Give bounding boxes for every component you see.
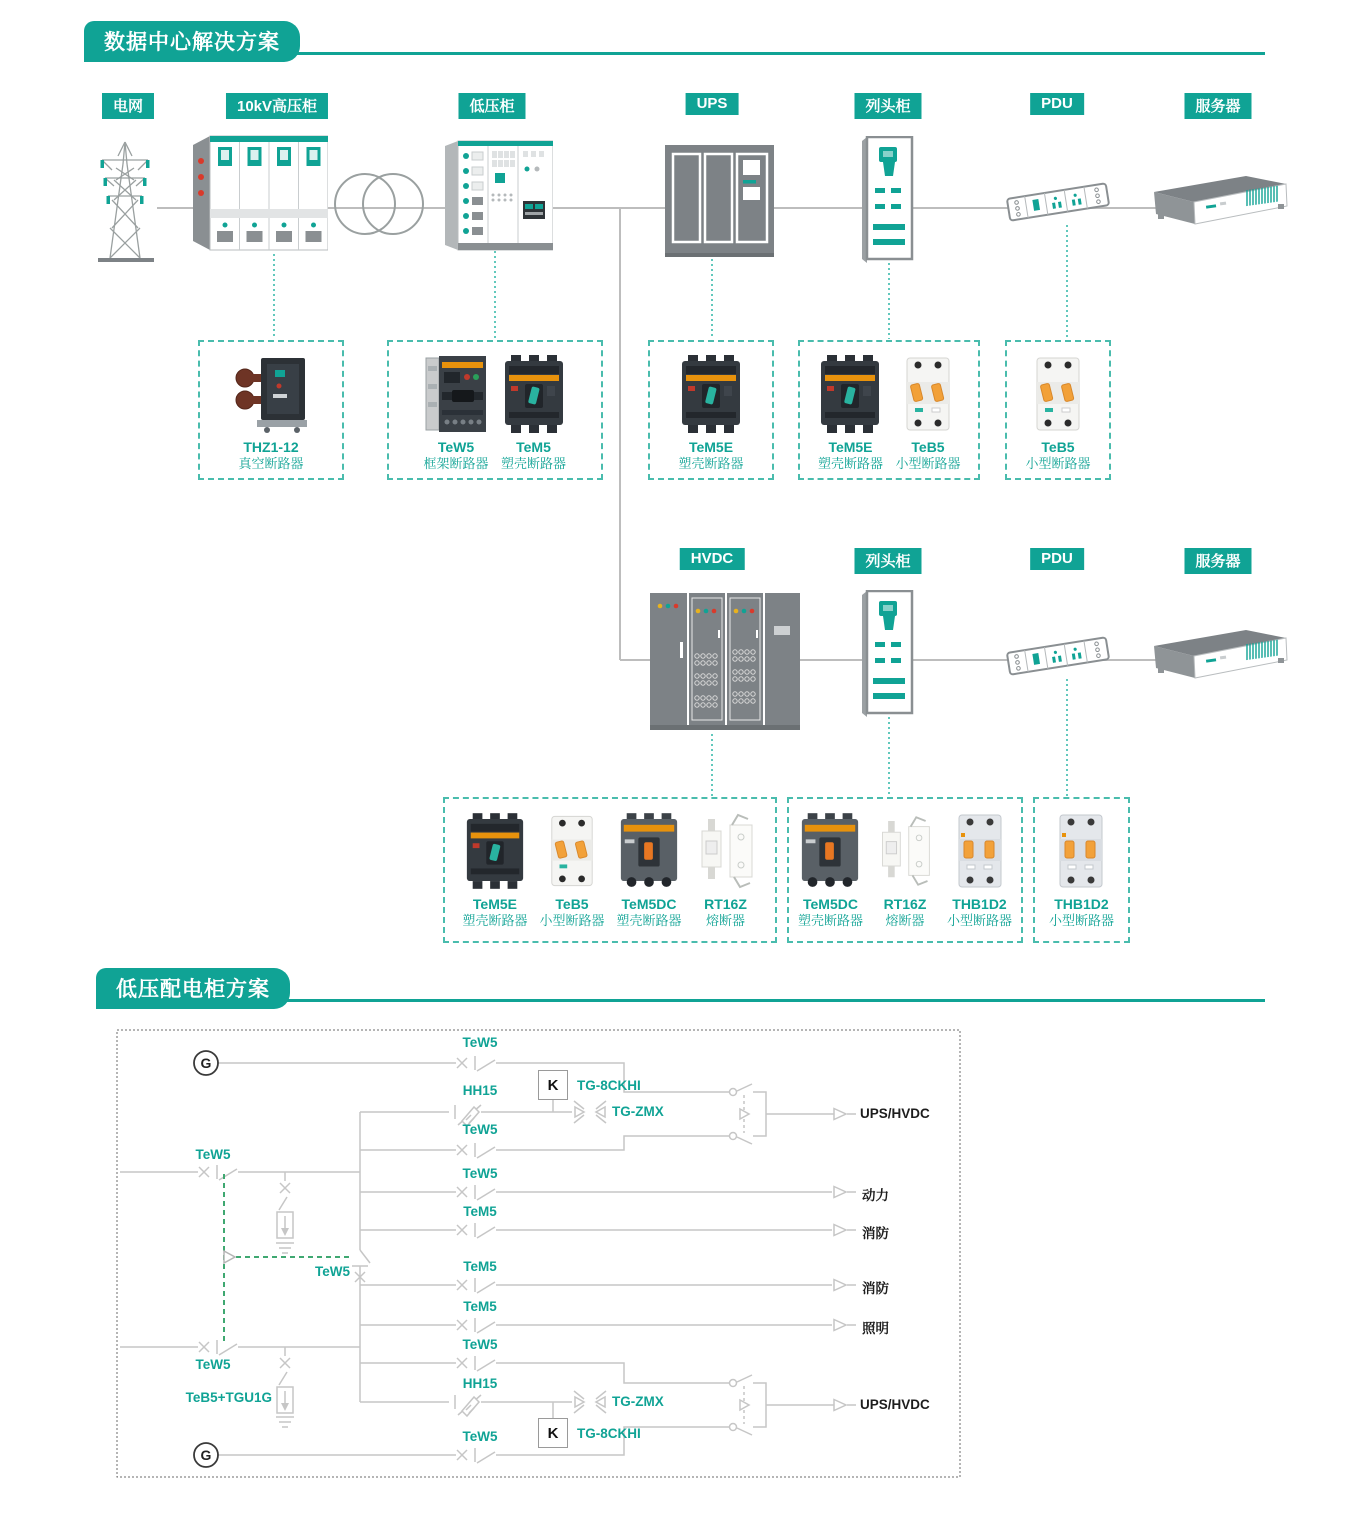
label-fuse-bottom: HH15 bbox=[462, 1376, 498, 1391]
flow-label-ups: UPS bbox=[686, 93, 739, 115]
product-image-mccb bbox=[463, 811, 527, 891]
hvdc-cabinet-illustration bbox=[646, 590, 806, 735]
product-teb5 bbox=[539, 811, 604, 929]
product-desc: 塑壳断路器 bbox=[797, 912, 863, 928]
product-image-mcb bbox=[954, 811, 1006, 891]
flow-label-hvdc: HVDC bbox=[680, 548, 745, 570]
label-tie-breaker: TeW5 bbox=[314, 1264, 350, 1279]
label-power-breaker: TeW5 bbox=[462, 1166, 498, 1181]
label-spd-top: TG-ZMX bbox=[612, 1104, 664, 1119]
product-image-mccb bbox=[817, 354, 883, 434]
product-desc: 塑壳断路器 bbox=[462, 912, 528, 928]
callout-10kv bbox=[198, 340, 344, 480]
hv-cabinet-illustration bbox=[193, 133, 328, 255]
product-image-mccb bbox=[678, 354, 744, 434]
row-cabinet-1-illustration bbox=[862, 136, 916, 264]
server-2-illustration bbox=[1150, 626, 1290, 682]
product-image-mccb bbox=[501, 354, 567, 434]
product-desc: 塑壳断路器 bbox=[616, 912, 682, 928]
output-fire2: 消防 bbox=[862, 1281, 889, 1296]
server-1-illustration bbox=[1150, 172, 1290, 228]
product-tem5dc bbox=[617, 811, 682, 929]
callout-hvdc bbox=[443, 797, 777, 943]
product-model: TeM5E bbox=[828, 439, 873, 455]
pdu-1-illustration bbox=[1006, 178, 1110, 226]
flow-label-pdu-2: PDU bbox=[1030, 548, 1084, 570]
product-desc: 熔断器 bbox=[885, 912, 925, 928]
relay-box-bottom: K bbox=[538, 1418, 568, 1448]
product-model: TeM5E bbox=[472, 896, 518, 912]
flow-label-server-2: 服务器 bbox=[1184, 548, 1251, 574]
product-thb1d2 bbox=[947, 811, 1012, 929]
product-desc: 框架断路器 bbox=[423, 455, 489, 471]
label-fuse-top: HH15 bbox=[462, 1083, 498, 1098]
pylon-illustration bbox=[92, 136, 158, 264]
product-model: TeW5 bbox=[437, 439, 475, 455]
product-desc: 塑壳断路器 bbox=[817, 455, 883, 471]
flow-label-row-cabinet-2: 列头柜 bbox=[854, 548, 921, 574]
product-tem5e bbox=[462, 811, 527, 929]
product-desc: 小型断路器 bbox=[895, 455, 961, 471]
callout-pdu-2 bbox=[1033, 797, 1130, 943]
callout-lv bbox=[387, 340, 603, 480]
label-relay-top: TG-8CKHI bbox=[577, 1078, 641, 1093]
product-model: TeM5 bbox=[516, 439, 551, 455]
label-bus-top-breaker: TeW5 bbox=[462, 1122, 498, 1137]
product-thb1d2 bbox=[1049, 811, 1114, 929]
label-lighting-breaker: TeM5 bbox=[463, 1299, 497, 1314]
callout-row-cabinet-1 bbox=[798, 340, 980, 480]
callout-ups bbox=[648, 340, 774, 480]
product-teb5 bbox=[895, 354, 960, 472]
product-model: TeM5DC bbox=[803, 896, 858, 912]
product-image-mcb bbox=[902, 354, 954, 434]
product-image-fuse bbox=[875, 811, 935, 891]
label-bus-bottom-breaker: TeW5 bbox=[462, 1337, 498, 1352]
product-desc: 小型断路器 bbox=[1048, 912, 1114, 928]
generator-letter-top: G bbox=[200, 1055, 212, 1071]
product-desc: 小型断路器 bbox=[1025, 455, 1091, 471]
label-relay-bottom: TG-8CKHI bbox=[577, 1426, 641, 1441]
output-power: 动力 bbox=[862, 1188, 889, 1203]
product-model: TeB5 bbox=[911, 439, 945, 455]
product-desc: 小型断路器 bbox=[539, 912, 605, 928]
product-model: THB1D2 bbox=[952, 896, 1007, 912]
flow-label-server-1: 服务器 bbox=[1184, 93, 1251, 119]
product-desc: 塑壳断路器 bbox=[500, 455, 566, 471]
callout-pdu-1 bbox=[1005, 340, 1111, 480]
product-model: TeB5 bbox=[1041, 439, 1075, 455]
flow-label-pdu-1: PDU bbox=[1030, 93, 1084, 115]
product-image-vacuum-breaker bbox=[233, 354, 309, 434]
product-rt16z bbox=[875, 811, 935, 929]
product-model: RT16Z bbox=[883, 896, 927, 912]
product-thz1-12 bbox=[233, 354, 309, 472]
label-feeder-bottom-breaker: TeW5 bbox=[195, 1357, 231, 1372]
product-model: THB1D2 bbox=[1054, 896, 1109, 912]
product-teb5 bbox=[1025, 354, 1090, 472]
label-fire2-breaker: TeM5 bbox=[463, 1259, 497, 1274]
product-image-mcb bbox=[1032, 354, 1084, 434]
product-desc: 熔断器 bbox=[706, 912, 746, 928]
product-tem5e bbox=[817, 354, 883, 472]
product-image-mccb-dc bbox=[798, 811, 862, 891]
product-image-air-breaker bbox=[424, 354, 488, 434]
transformer-illustration bbox=[332, 171, 426, 237]
section1-title: 数据中心解决方案 bbox=[84, 21, 300, 62]
product-desc: 真空断路器 bbox=[238, 455, 304, 471]
output-fire1: 消防 bbox=[862, 1226, 889, 1241]
row-cabinet-2-illustration bbox=[862, 590, 916, 718]
label-spd-bottom: TG-ZMX bbox=[612, 1394, 664, 1409]
product-model: THZ1-12 bbox=[243, 439, 299, 455]
flow-label-row-cabinet-1: 列头柜 bbox=[854, 93, 921, 119]
product-desc: 小型断路器 bbox=[947, 912, 1013, 928]
ups-illustration bbox=[662, 140, 777, 260]
product-model: RT16Z bbox=[704, 896, 747, 912]
product-desc: 塑壳断路器 bbox=[678, 455, 744, 471]
product-image-fuse bbox=[694, 811, 758, 891]
product-rt16z bbox=[694, 811, 758, 929]
product-tem5dc bbox=[798, 811, 863, 929]
lv-cabinet-illustration bbox=[445, 139, 553, 252]
interlock-dashed-line bbox=[224, 1174, 350, 1345]
label-gen-top-breaker: TeW5 bbox=[462, 1035, 498, 1050]
product-model: TeB5 bbox=[555, 896, 589, 912]
label-arrester-bottom: TeB5+TGU1G bbox=[185, 1390, 272, 1405]
flow-label-10kv-cabinet: 10kV高压柜 bbox=[226, 93, 328, 119]
product-model: TeM5DC bbox=[621, 896, 677, 912]
product-image-mcb bbox=[1055, 811, 1107, 891]
generator-letter-bottom: G bbox=[200, 1447, 212, 1463]
product-tem5e bbox=[678, 354, 744, 472]
product-tem5 bbox=[501, 354, 567, 472]
label-fire1-breaker: TeM5 bbox=[463, 1204, 497, 1219]
product-image-mccb-dc bbox=[617, 811, 681, 891]
relay-box-top: K bbox=[538, 1070, 568, 1100]
flow-label-grid: 电网 bbox=[102, 93, 154, 119]
product-model: TeM5E bbox=[688, 439, 734, 455]
output-lighting: 照明 bbox=[862, 1321, 889, 1336]
output-ups-bottom: UPS/HVDC bbox=[860, 1397, 930, 1412]
flow-label-lv-cabinet: 低压柜 bbox=[458, 93, 525, 119]
product-image-mcb bbox=[547, 811, 597, 891]
label-feeder-top-breaker: TeW5 bbox=[195, 1147, 231, 1162]
callout-row-cabinet-2 bbox=[787, 797, 1023, 943]
output-ups-top: UPS/HVDC bbox=[860, 1106, 930, 1121]
pdu-2-illustration bbox=[1006, 632, 1110, 680]
label-gen-bottom-breaker: TeW5 bbox=[462, 1429, 498, 1444]
product-tew5 bbox=[423, 354, 488, 472]
section2-title: 低压配电柜方案 bbox=[96, 968, 290, 1009]
